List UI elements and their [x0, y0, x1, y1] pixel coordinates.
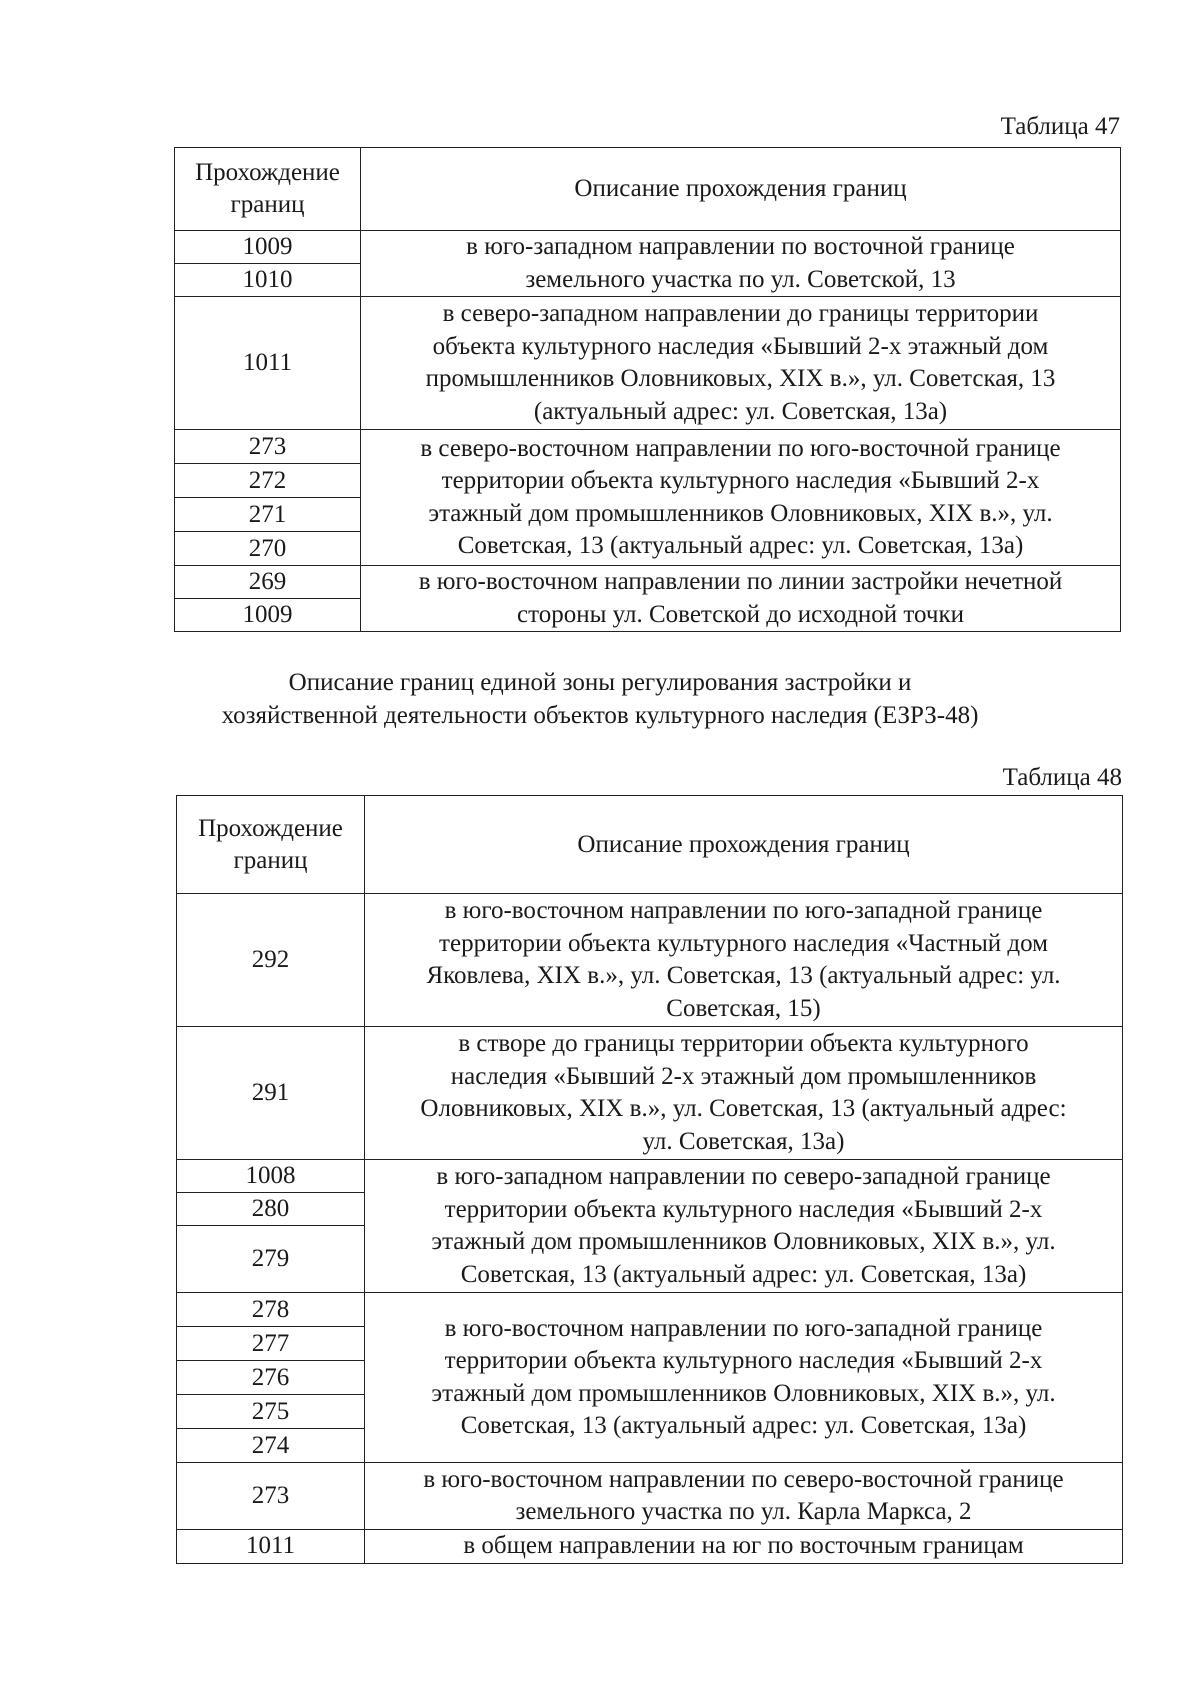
- table-48-caption: Таблица 48: [1002, 764, 1122, 791]
- point-cell: 273: [177, 1463, 365, 1530]
- description-cell: [361, 231, 1121, 297]
- table-row: [177, 1293, 1123, 1327]
- point-cell: 279: [177, 1226, 365, 1293]
- description-cell: [365, 894, 1123, 1027]
- description-cell: [365, 1293, 1123, 1463]
- point-cell: 292: [177, 894, 365, 1027]
- table-row: [175, 430, 1121, 464]
- description-line: Советская, 13 (актуальный адрес: ул. Советская, 13а): [460, 1412, 1027, 1439]
- table-row: [175, 231, 1121, 264]
- description-line: в юго-восточном направлении по северо-восточной границе: [423, 1465, 1064, 1493]
- point-cell: 276: [177, 1361, 365, 1395]
- description-line: Яковлева, XIX в.», ул. Советская, 13 (актуальный адрес: ул.: [426, 962, 1061, 989]
- description-line: земельного участка по ул. Советской, 13: [525, 265, 956, 293]
- description-cell: [365, 1160, 1123, 1293]
- point-cell: 280: [177, 1193, 365, 1226]
- point-cell: 271: [175, 498, 361, 532]
- description-line: этажный дом промышленников Оловниковых, XIX в.», ул.: [431, 1379, 1056, 1407]
- description-line: земельного участка по ул. Карла Маркса, 2: [515, 1498, 972, 1525]
- point-cell: 278: [177, 1293, 365, 1327]
- description-header: Описание прохождения границ: [361, 148, 1121, 231]
- description-line: этажный дом промышленников Оловниковых, XIX в.», ул.: [428, 499, 1053, 527]
- points-header-line: Прохождение: [198, 814, 343, 842]
- description-line: в юго-западном направлении по восточной границе: [466, 233, 1015, 260]
- description-cell: [365, 1530, 1123, 1564]
- points-header: [175, 148, 361, 231]
- description-cell: [365, 1027, 1123, 1160]
- table-header-row: [175, 148, 1121, 231]
- description-line: в общем направлении на юг по восточным границам: [463, 1532, 1024, 1559]
- description-line: этажный дом промышленников Оловниковых, XIX в.», ул.: [431, 1228, 1056, 1255]
- description-line: в юго-западном направлении по северо-западной границе: [436, 1163, 1051, 1190]
- description-line: Оловниковых, XIX в.», ул. Советская, 13 (актуальный адрес:: [420, 1095, 1067, 1122]
- table-47: [174, 147, 1121, 632]
- point-cell: 269: [175, 566, 361, 599]
- description-line: промышленников Оловниковых, XIX в.», ул. Советская, 13: [425, 365, 1056, 392]
- point-cell: 1009: [175, 231, 361, 264]
- table-row: [177, 894, 1123, 1027]
- description-line: объекта культурного наследия «Бывший 2-х этажный дом: [432, 332, 1049, 360]
- description-cell: [361, 566, 1121, 632]
- description-line: Советская, 15): [666, 994, 821, 1022]
- point-cell: 1010: [175, 264, 361, 297]
- description-cell: [361, 297, 1121, 430]
- description-header: Описание прохождения границ: [365, 796, 1123, 894]
- description-line: территории объекта культурного наследия «Частный дом: [439, 929, 1048, 957]
- points-header-line: Прохождение: [195, 159, 340, 186]
- description-line: (актуальный адрес: ул. Советская, 13а): [533, 397, 948, 425]
- table-47-caption: Таблица 47: [1000, 113, 1120, 140]
- description-line: в юго-восточном направлении по линии застройки нечетной: [418, 568, 1063, 595]
- point-cell: 272: [175, 464, 361, 498]
- table-row: [175, 566, 1121, 599]
- point-cell: 1011: [175, 297, 361, 430]
- description-cell: [365, 1463, 1123, 1530]
- description-line: в створе до границы территории объекта культурного: [458, 1030, 1029, 1057]
- description-line: ул. Советская, 13а): [642, 1127, 845, 1155]
- description-line: территории объекта культурного наследия «Бывший 2-х: [444, 1347, 1043, 1374]
- point-cell: 1011: [177, 1530, 365, 1564]
- points-header-line: границ: [230, 191, 305, 218]
- point-cell: 274: [177, 1429, 365, 1463]
- description-line: Советская, 13 (актуальный адрес: ул. Советская, 13а): [460, 1260, 1027, 1288]
- points-header-line: границ: [233, 846, 308, 874]
- table-row: [177, 1027, 1123, 1160]
- description-line: в юго-восточном направлении по юго-западной границе: [444, 897, 1043, 924]
- table-row: [175, 297, 1121, 430]
- description-line: территории объекта культурного наследия «Бывший 2-х: [444, 1195, 1043, 1223]
- description-line: в северо-восточном направлении по юго-восточной границе: [420, 434, 1061, 462]
- section-heading: [160, 666, 1040, 732]
- description-line: Советская, 13 (актуальный адрес: ул. Советская, 13а): [457, 532, 1024, 559]
- description-cell: [361, 430, 1121, 566]
- table-row: [177, 1463, 1123, 1530]
- description-line: стороны ул. Советской до исходной точки: [517, 600, 964, 628]
- table-row: [177, 1160, 1123, 1193]
- description-line: наследия «Бывший 2-х этажный дом промышленников: [450, 1062, 1037, 1090]
- point-cell: 1009: [175, 599, 361, 632]
- point-cell: 291: [177, 1027, 365, 1160]
- point-cell: 273: [175, 430, 361, 464]
- points-header: [177, 796, 365, 894]
- point-cell: 270: [175, 532, 361, 566]
- table-header-row: [177, 796, 1123, 894]
- table-48: [176, 795, 1123, 1564]
- table-row: [177, 1530, 1123, 1564]
- section-heading-line: хозяйственной деятельности объектов культурного наследия (ЕЗРЗ-48): [221, 702, 979, 729]
- point-cell: 275: [177, 1395, 365, 1429]
- description-line: территории объекта культурного наследия «Бывший 2-х: [441, 467, 1040, 494]
- section-heading-line: Описание границ единой зоны регулирования застройки и: [288, 669, 912, 696]
- point-cell: 1008: [177, 1160, 365, 1193]
- point-cell: 277: [177, 1327, 365, 1361]
- description-line: в юго-восточном направлении по юго-западной границе: [444, 1314, 1043, 1342]
- description-line: в северо-западном направлении до границы территории: [442, 300, 1039, 327]
